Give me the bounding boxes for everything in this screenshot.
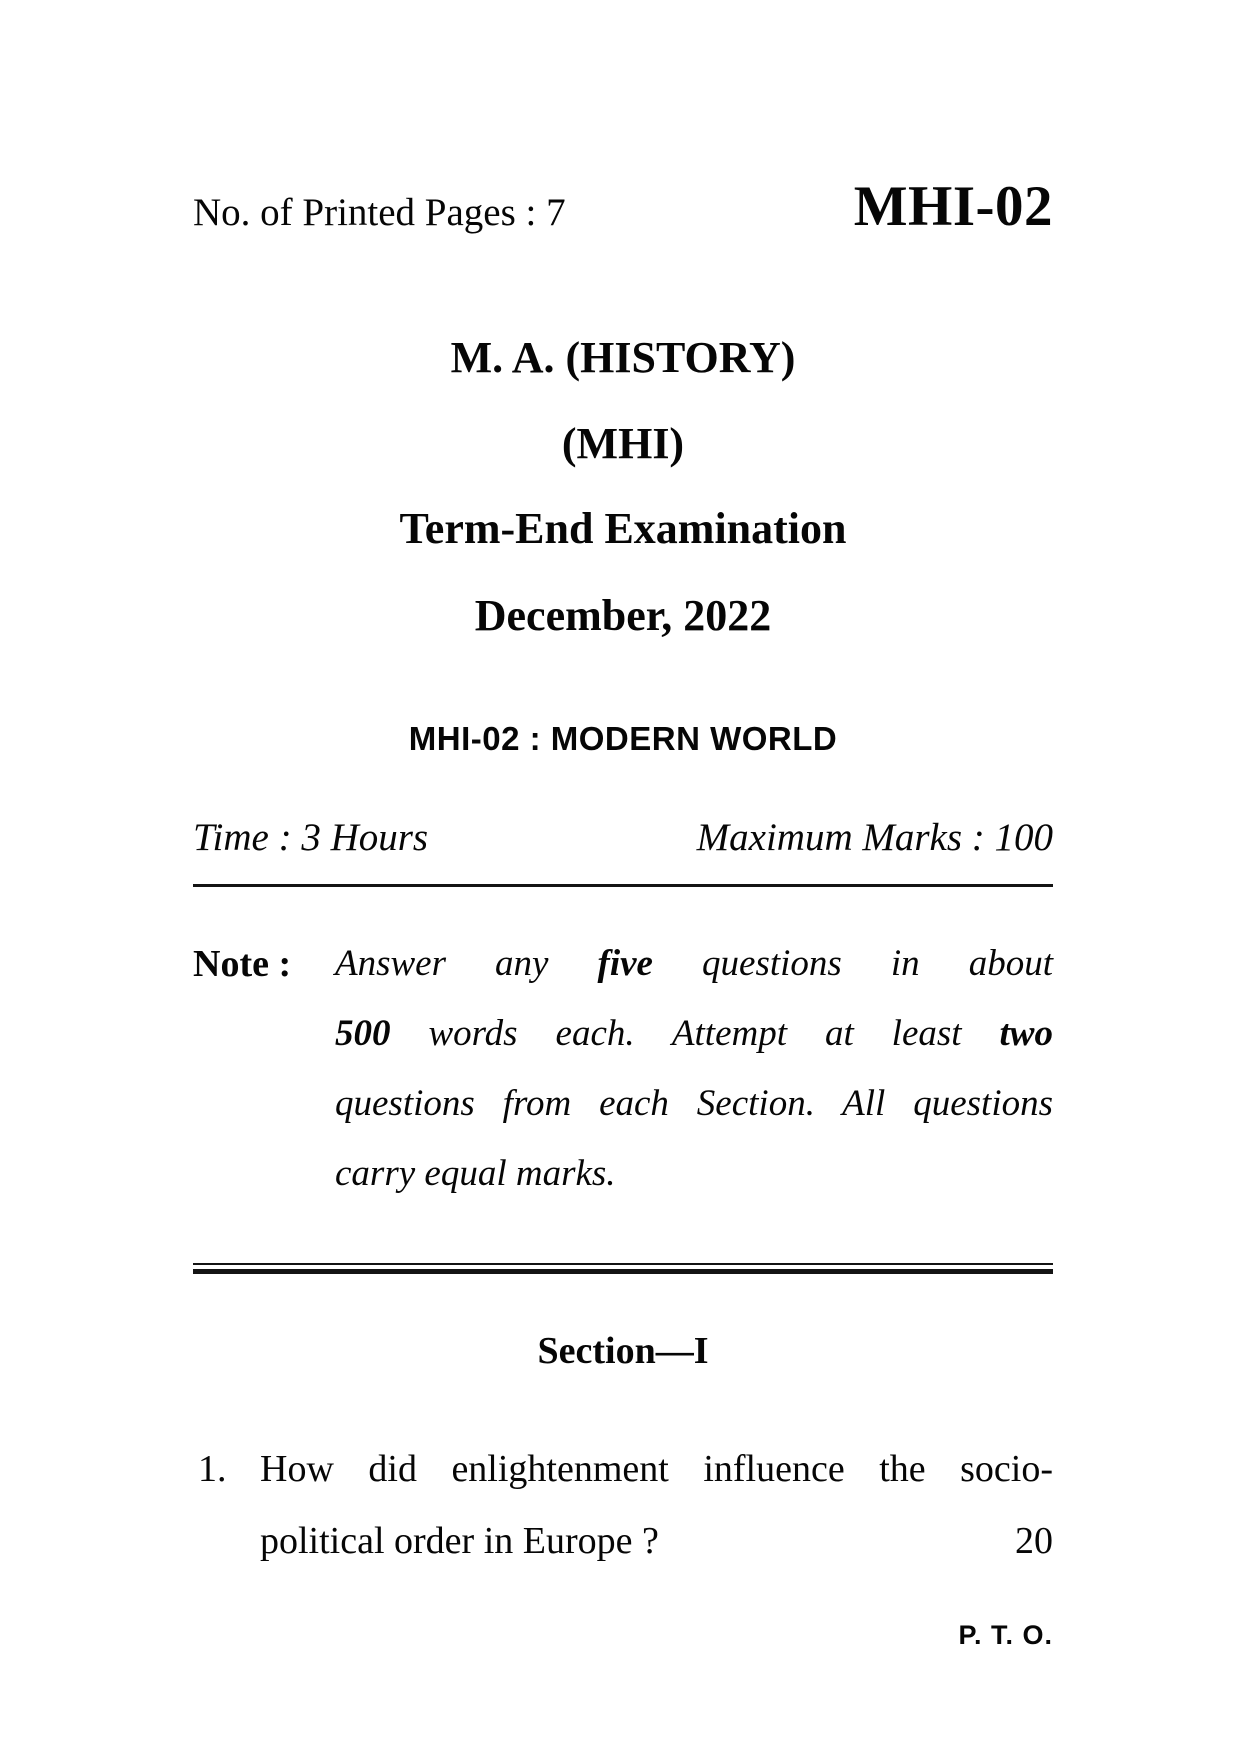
pto-footer: P. T. O. bbox=[958, 1620, 1053, 1650]
note-line-2 bbox=[335, 1013, 1053, 1056]
page-header bbox=[193, 175, 1053, 238]
section-heading: Section—I bbox=[537, 1330, 709, 1372]
note-line-1 bbox=[335, 943, 1053, 986]
exam-title: Term-End Examination bbox=[399, 504, 847, 553]
paper-code: MHI-02 bbox=[853, 175, 1053, 238]
question-1-text-line-1: How did enlightenment influence the socio- bbox=[260, 1448, 1053, 1490]
note-text-bold: two bbox=[999, 1013, 1053, 1054]
question-1-marks: 20 bbox=[1015, 1520, 1053, 1562]
question-1-number: 1. bbox=[198, 1448, 227, 1490]
note-text: questions in about bbox=[652, 943, 1053, 984]
double-horizontal-rule bbox=[193, 1263, 1053, 1274]
question-1-row-2 bbox=[260, 1520, 1053, 1564]
note-text-bold: 500 bbox=[335, 1013, 391, 1054]
note-line-3: questions from each Section. All questions bbox=[335, 1083, 1053, 1124]
degree-title: M. A. (HISTORY) bbox=[450, 333, 796, 382]
question-1-text-line-2: political order in Europe ? bbox=[260, 1520, 659, 1562]
exam-meta-row bbox=[193, 818, 1053, 857]
note-text: words each. Attempt at least bbox=[390, 1013, 1000, 1054]
programme-code: (MHI) bbox=[561, 419, 685, 468]
printed-pages-note: No. of Printed Pages : 7 bbox=[193, 191, 566, 234]
time-allowed: Time : 3 Hours bbox=[193, 816, 429, 859]
note-label: Note : bbox=[193, 943, 292, 985]
horizontal-rule bbox=[193, 884, 1053, 887]
note-text: Answer any bbox=[335, 943, 598, 984]
note-line-4: carry equal marks. bbox=[335, 1153, 616, 1194]
maximum-marks: Maximum Marks : 100 bbox=[696, 816, 1053, 859]
course-subject-title: MHI-02 : MODERN WORLD bbox=[408, 720, 838, 757]
note-text-bold: five bbox=[597, 943, 653, 984]
exam-session: December, 2022 bbox=[474, 591, 772, 640]
